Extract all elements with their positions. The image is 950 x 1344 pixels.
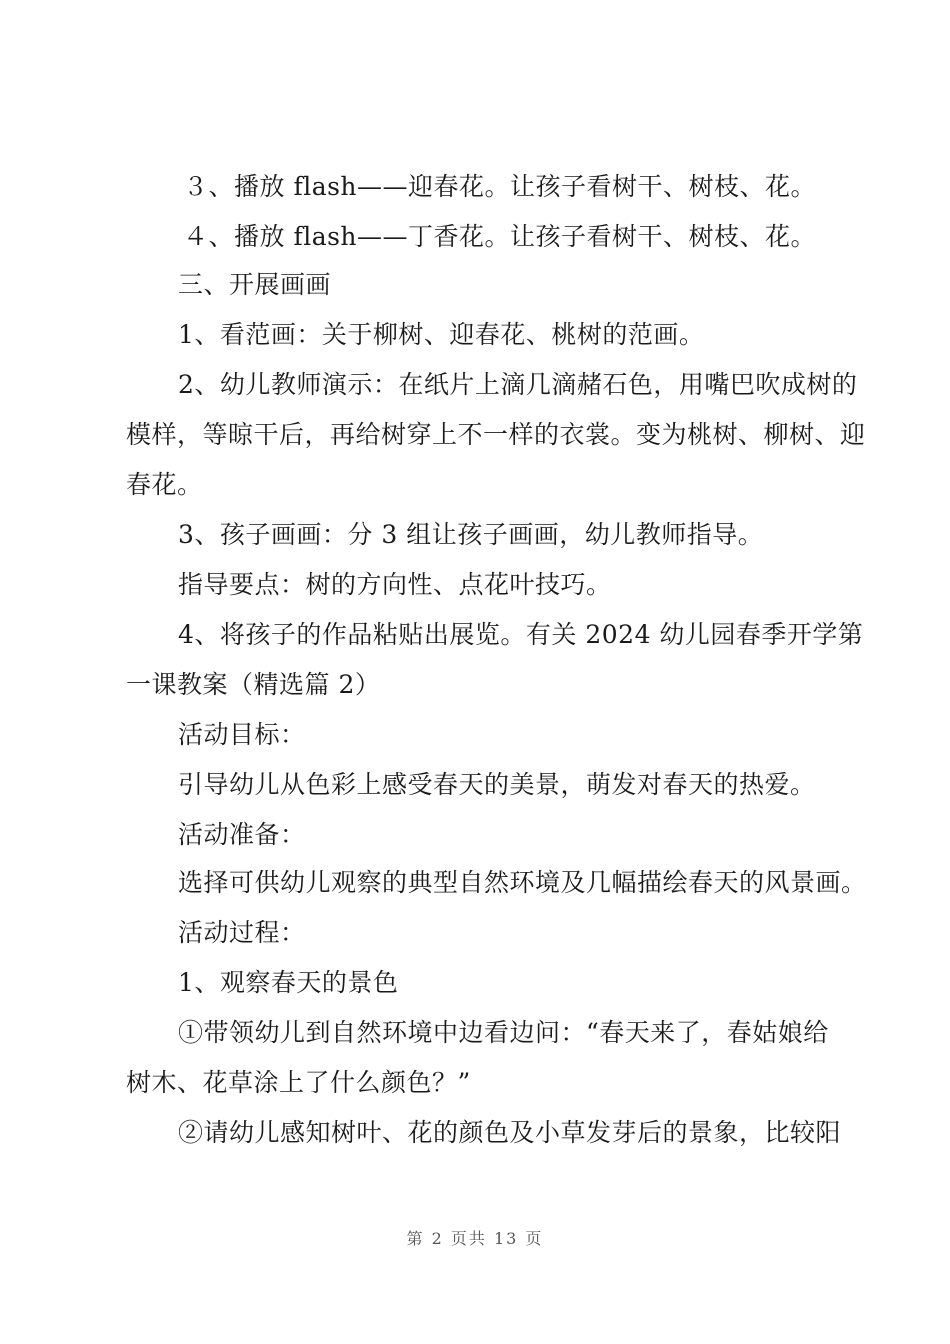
paragraph-line: 1、观察春天的景色 — [178, 968, 399, 997]
paragraph-line: 3、孩子画画：分 3 组让孩子画画，幼儿教师指导。 — [178, 520, 764, 549]
paragraph-line: 4、将孩子的作品粘贴出展览。有关 2024 幼儿园春季开学第 — [178, 620, 864, 649]
paragraph-line: 选择可供幼儿观察的典型自然环境及几幅描绘春天的风景画。 — [178, 868, 867, 897]
paragraph-line: 模样，等晾干后，再给树穿上不一样的衣裳。变为桃树、柳树、迎 — [126, 420, 866, 449]
paragraph-line: ３、播放 flash——迎春花。让孩子看树干、树枝、花。 — [183, 172, 817, 201]
paragraph-line: 2、幼儿教师演示：在纸片上滴几滴赭石色，用嘴巴吹成树的 — [178, 370, 858, 399]
paragraph-line: 引导幼儿从色彩上感受春天的美景，萌发对春天的热爱。 — [178, 770, 816, 799]
paragraph-line: 活动过程： — [178, 918, 306, 947]
section-heading: 三、开展画画 — [178, 270, 332, 299]
page-footer: 第 2 页共 13 页 — [406, 1229, 544, 1248]
paragraph-line: 一课教案（精选篇 2） — [126, 670, 381, 699]
paragraph-line: 指导要点：树的方向性、点花叶技巧。 — [178, 570, 612, 599]
paragraph-line: 春花。 — [126, 470, 203, 499]
paragraph-line: 树木、花草涂上了什么颜色？” — [126, 1068, 471, 1097]
paragraph-line: ４、播放 flash——丁香花。让孩子看树干、树枝、花。 — [183, 222, 817, 251]
paragraph-line: 活动目标： — [178, 720, 306, 749]
paragraph-line: 活动准备： — [178, 820, 306, 849]
paragraph-line: 1、看范画：关于柳树、迎春花、桃树的范画。 — [178, 320, 705, 349]
paragraph-line: ①带领幼儿到自然环境中边看边问：“春天来了，春姑娘给 — [178, 1018, 829, 1047]
paragraph-line: ②请幼儿感知树叶、花的颜色及小草发芽后的景象，比较阳 — [178, 1118, 842, 1147]
